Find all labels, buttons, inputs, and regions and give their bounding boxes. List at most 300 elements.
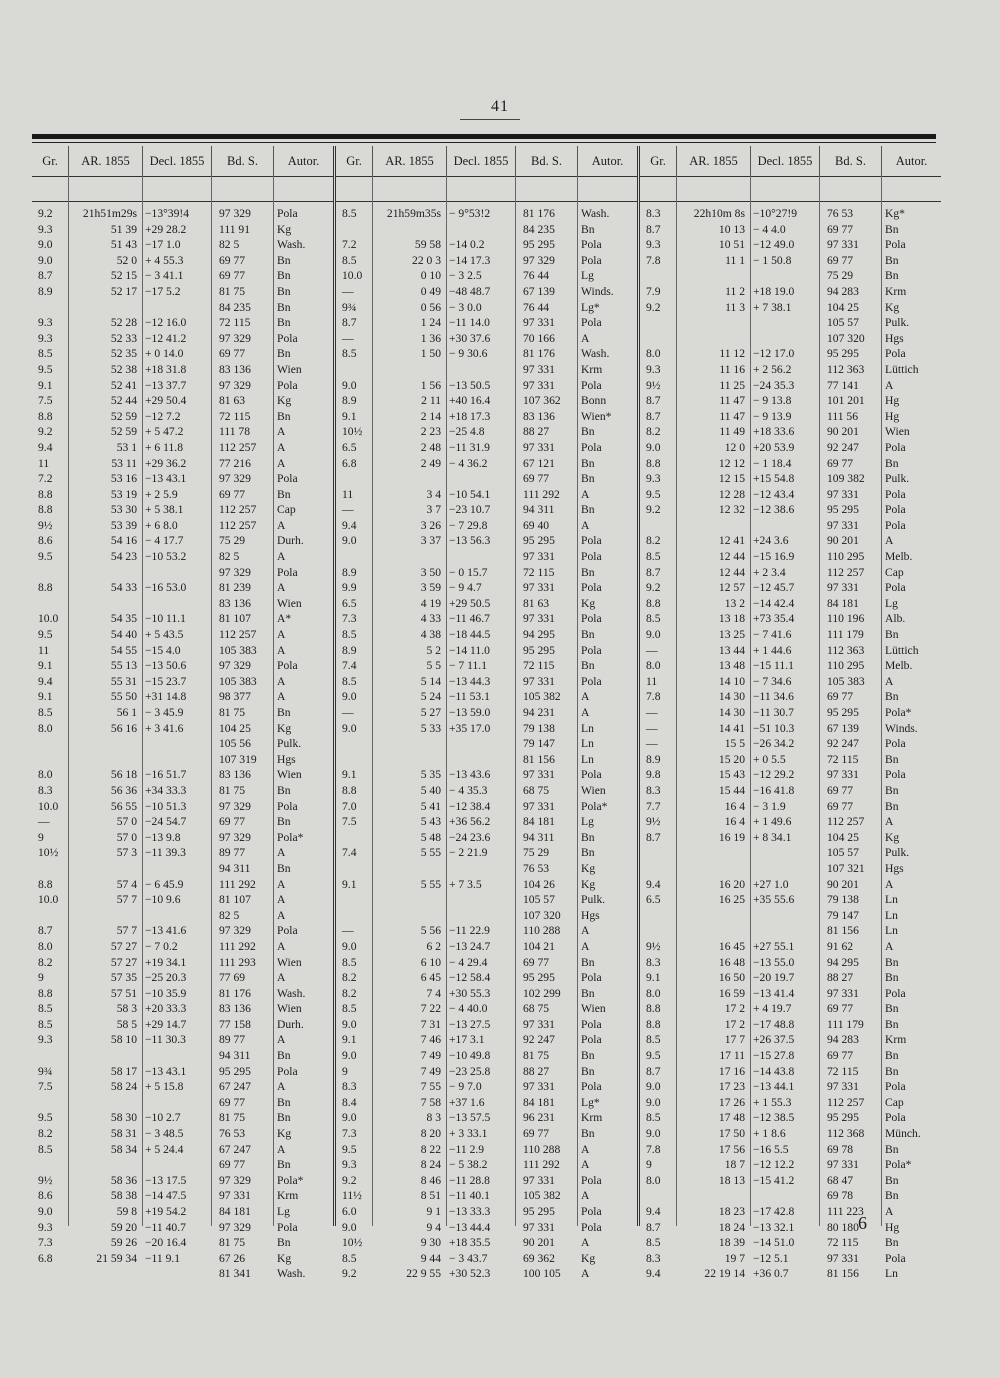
declination-cell: −15 23.7: [145, 674, 187, 688]
right-ascension-cell: 6 2: [426, 939, 441, 953]
declination-cell: [750, 845, 819, 861]
table-body: [336, 202, 637, 1282]
declination-cell: + 1 8.6: [753, 1127, 786, 1141]
magnitude-cell: 9.0: [38, 1205, 53, 1218]
author-cell: A: [885, 674, 894, 688]
author-cell: Wash.: [277, 238, 306, 252]
table-row: [640, 1142, 941, 1158]
author-cell: Bn: [885, 1189, 899, 1203]
magnitude-cell: 8.3: [646, 783, 661, 797]
magnitude-cell: 9.4: [38, 674, 53, 688]
declination-cell: + 5 24.4: [145, 1142, 184, 1156]
right-ascension-cell: [676, 845, 750, 861]
table-row: [32, 1157, 333, 1173]
magnitude-cell: 9.1: [38, 378, 53, 392]
declination-cell: −13 9.8: [145, 830, 181, 844]
magnitude-cell: 7.4: [342, 659, 357, 673]
author-cell: Pola: [581, 971, 602, 985]
table-row: [640, 814, 941, 830]
declination-cell: +30 37.6: [449, 331, 491, 345]
right-ascension-cell: 22 19 14: [704, 1267, 745, 1281]
zone-number-cell: 94 311: [219, 1049, 251, 1063]
magnitude-cell: 9.5: [38, 550, 53, 564]
zone-number-cell: 111 292: [523, 1158, 560, 1172]
table-row: [336, 580, 637, 596]
magnitude-cell: 10.0: [38, 893, 59, 907]
table-row: [640, 1188, 941, 1204]
zone-number-cell: 112 257: [219, 518, 257, 532]
magnitude-cell: 8.8: [342, 783, 357, 797]
zone-number-cell: 68 75: [523, 783, 550, 797]
zone-number-cell: 97 329: [219, 1220, 251, 1234]
author-cell: Hg: [885, 394, 900, 408]
right-ascension-cell: [68, 736, 142, 752]
magnitude-cell: 7.8: [646, 690, 661, 704]
right-ascension-cell: 11 25: [719, 378, 745, 392]
table-row: [336, 1157, 637, 1173]
zone-number-cell: 81 75: [219, 706, 246, 719]
author-cell: Pola: [581, 1220, 602, 1234]
table-row: [640, 908, 941, 924]
magnitude-cell: [32, 1157, 68, 1173]
table-row: [336, 456, 637, 472]
author-cell: Hgs: [885, 331, 904, 345]
declination-cell: +19 54.2: [145, 1205, 187, 1218]
table-row: [640, 549, 941, 565]
right-ascension-cell: 2 48: [420, 440, 441, 454]
zone-number-cell: 112 257: [219, 628, 257, 642]
zone-number-cell: 72 115: [219, 409, 251, 423]
table-row: [32, 502, 333, 518]
table-row: [336, 1017, 637, 1033]
right-ascension-cell: 57 3: [116, 846, 137, 860]
right-ascension-cell: [372, 861, 446, 877]
right-ascension-cell: 52 44: [110, 394, 137, 408]
right-ascension-cell: 7 31: [420, 1017, 441, 1031]
magnitude-cell: 9.3: [646, 238, 661, 252]
zone-number-cell: 102 299: [523, 986, 561, 1000]
table-row: [336, 1251, 637, 1267]
author-cell: Bn: [581, 846, 595, 860]
table-row: [336, 1095, 637, 1111]
declination-cell: − 7 34.6: [753, 674, 792, 688]
author-cell: Bn: [277, 269, 291, 283]
magnitude-cell: [336, 892, 372, 908]
author-cell: Pulk.: [885, 846, 910, 860]
zone-number-cell: 69 77: [219, 1095, 246, 1109]
table-row: [640, 518, 941, 534]
magnitude-cell: 9.3: [38, 1033, 53, 1047]
table-row: [32, 580, 333, 596]
author-cell: Bn: [277, 1111, 291, 1125]
zone-number-cell: 97 331: [827, 581, 859, 595]
magnitude-cell: 8.0: [38, 939, 53, 953]
table-row: [336, 814, 637, 830]
author-cell: Bn: [885, 222, 899, 236]
author-cell: Bn: [885, 456, 899, 470]
author-cell: Pola: [581, 238, 602, 252]
table-row: [32, 1235, 333, 1251]
author-cell: Ln: [581, 752, 594, 766]
magnitude-cell: 8.4: [342, 1095, 357, 1109]
zone-number-cell: 69 77: [827, 690, 854, 704]
magnitude-cell: 8.7: [646, 222, 661, 236]
author-cell: Lüttich: [885, 643, 919, 657]
right-ascension-cell: 7 49: [420, 1064, 441, 1078]
declination-cell: −10 35.9: [145, 986, 187, 1000]
zone-number-cell: 97 329: [523, 253, 555, 267]
right-ascension-cell: [372, 892, 446, 908]
zone-number-cell: 97 329: [219, 799, 251, 813]
right-ascension-cell: 18 13: [718, 1173, 745, 1187]
magnitude-cell: 8.7: [646, 565, 661, 579]
author-cell: A: [581, 690, 590, 704]
right-ascension-cell: 51 39: [110, 222, 137, 236]
zone-number-cell: 97 331: [523, 768, 555, 782]
zone-number-cell: 95 295: [827, 503, 859, 517]
magnitude-cell: 7.2: [38, 472, 53, 486]
zone-number-cell: 77 141: [827, 378, 859, 392]
table-row: [32, 284, 333, 300]
magnitude-cell: 8.8: [38, 877, 53, 891]
table-row: [640, 1095, 941, 1111]
author-cell: A: [277, 971, 286, 985]
column-group-1: [32, 146, 333, 1281]
zone-number-cell: 84 235: [219, 300, 251, 314]
zone-number-cell: 105 383: [219, 674, 257, 688]
magnitude-cell: 9.0: [342, 721, 357, 735]
right-ascension-cell: [68, 908, 142, 924]
table-row: [640, 752, 941, 768]
zone-number-cell: 97 331: [827, 1158, 859, 1172]
right-ascension-cell: 11 16: [719, 362, 745, 376]
author-cell: Wien: [277, 362, 302, 376]
author-cell: Cap: [885, 1095, 904, 1109]
declination-cell: +20 33.3: [145, 1002, 187, 1016]
right-ascension-cell: [676, 861, 750, 877]
table-row: [32, 1048, 333, 1064]
table-row: [336, 596, 637, 612]
declination-cell: +30 52.3: [449, 1267, 491, 1281]
magnitude-cell: [336, 830, 372, 846]
magnitude-cell: 10.0: [38, 799, 59, 813]
table-row: [640, 580, 941, 596]
author-cell: Kg: [581, 877, 596, 891]
table-row: [32, 362, 333, 378]
table-row: [336, 705, 637, 721]
zone-number-cell: 90 201: [827, 425, 859, 439]
table-row: [32, 393, 333, 409]
declination-cell: −13 55.0: [753, 955, 795, 969]
zone-number-cell: 69 77: [219, 347, 246, 361]
magnitude-cell: [640, 518, 676, 534]
right-ascension-cell: 11 3: [725, 300, 745, 314]
declination-cell: − 1 18.4: [753, 456, 792, 470]
magnitude-cell: [32, 736, 68, 752]
right-ascension-cell: 6 45: [420, 971, 441, 985]
table-row: [640, 627, 941, 643]
magnitude-cell: 8.8: [38, 503, 53, 517]
right-ascension-cell: 1 24: [420, 316, 441, 330]
right-ascension-cell: 52 0: [116, 253, 137, 267]
author-cell: A: [581, 518, 590, 532]
magnitude-cell: [32, 908, 68, 924]
table-row: [336, 565, 637, 581]
author-cell: Wash.: [581, 347, 610, 361]
table-row: [336, 549, 637, 565]
declination-cell: [142, 736, 211, 752]
header-declination: Decl. 1855: [446, 146, 515, 176]
right-ascension-cell: [676, 908, 750, 924]
magnitude-cell: 8.5: [646, 612, 661, 626]
table-row: [640, 845, 941, 861]
magnitude-cell: 8.5: [38, 1017, 53, 1031]
declination-cell: + 1 55.3: [753, 1095, 792, 1109]
zone-number-cell: 97 331: [523, 799, 555, 813]
magnitude-cell: [336, 752, 372, 768]
table-row: [336, 362, 637, 378]
right-ascension-cell: 14 30: [718, 690, 745, 704]
author-cell: Bn: [581, 222, 595, 236]
right-ascension-cell: 16 45: [718, 939, 745, 953]
table-row: [32, 674, 333, 690]
right-ascension-cell: 58 38: [110, 1189, 137, 1203]
table-row: [32, 1251, 333, 1267]
author-cell: A: [581, 487, 590, 501]
right-ascension-cell: 13 2: [724, 596, 745, 610]
right-ascension-cell: [372, 752, 446, 768]
zone-number-cell: 81 176: [523, 347, 555, 361]
right-ascension-cell: 12 0: [724, 440, 745, 454]
zone-number-cell: 69 77: [827, 799, 854, 813]
right-ascension-cell: 5 55: [420, 846, 441, 860]
magnitude-cell: 7.3: [342, 1127, 357, 1141]
table-row: [336, 222, 637, 238]
declination-cell: + 2 56.2: [753, 362, 792, 376]
magnitude-cell: [32, 596, 68, 612]
magnitude-cell: 6.5: [342, 596, 357, 610]
table-row: [32, 783, 333, 799]
declination-cell: +35 17.0: [449, 721, 491, 735]
table-row: [640, 1032, 941, 1048]
right-ascension-cell: 52 41: [110, 378, 137, 392]
table-row: [32, 549, 333, 565]
zone-number-cell: 97 331: [523, 362, 555, 376]
declination-cell: −12 38.5: [753, 1111, 795, 1125]
declination-cell: −24 54.7: [145, 815, 187, 829]
zone-number-cell: 69 77: [219, 815, 246, 829]
table-row: [336, 1173, 637, 1189]
zone-number-cell: 69 77: [827, 456, 854, 470]
zone-number-cell: 107 362: [523, 394, 561, 408]
zone-number-cell: 83 136: [219, 596, 251, 610]
table-row: [640, 268, 941, 284]
declination-cell: −10 49.8: [449, 1049, 491, 1063]
declination-cell: −13 24.7: [449, 939, 491, 953]
table-row: [336, 1079, 637, 1095]
table-row: [640, 1173, 941, 1189]
declination-cell: [142, 300, 211, 316]
table-row: [336, 1188, 637, 1204]
declination-cell: +35 55.6: [753, 893, 795, 907]
right-ascension-cell: 7 49: [420, 1049, 441, 1063]
zone-number-cell: 97 331: [523, 316, 555, 330]
page-number: 41: [491, 98, 509, 115]
zone-number-cell: 69 78: [827, 1189, 854, 1203]
magnitude-cell: 9.0: [342, 1220, 357, 1234]
table-row: [336, 799, 637, 815]
zone-number-cell: 92 247: [827, 737, 859, 751]
zone-number-cell: 111 223: [827, 1205, 864, 1218]
right-ascension-cell: 8 22: [420, 1142, 441, 1156]
magnitude-cell: 8.8: [38, 487, 53, 501]
table-row: [336, 1064, 637, 1080]
declination-cell: [750, 518, 819, 534]
author-cell: Bonn: [581, 394, 607, 408]
zone-number-cell: 112 363: [827, 362, 865, 376]
declination-cell: +36 56.2: [449, 815, 491, 829]
magnitude-cell: 10½: [342, 425, 363, 439]
declination-cell: − 3 43.7: [449, 1251, 488, 1265]
magnitude-cell: —: [342, 503, 354, 517]
right-ascension-cell: [68, 1266, 142, 1282]
declination-cell: −18 44.5: [449, 628, 491, 642]
declination-cell: +18 17.3: [449, 409, 491, 423]
author-cell: Ln: [581, 721, 594, 735]
table-row: [32, 923, 333, 939]
table-row: [32, 1204, 333, 1220]
right-ascension-cell: 17 2: [724, 1017, 745, 1031]
magnitude-cell: 9.5: [646, 1049, 661, 1063]
declination-cell: −10°27!9: [753, 207, 798, 220]
declination-cell: +31 14.8: [145, 690, 187, 704]
right-ascension-cell: 53 16: [110, 472, 137, 486]
author-cell: Bn: [277, 284, 291, 298]
declination-cell: −14 51.0: [753, 1236, 795, 1250]
table-row: [640, 284, 941, 300]
author-cell: Lüttich: [885, 362, 919, 376]
declination-cell: +27 1.0: [753, 877, 789, 891]
magnitude-cell: 9.3: [38, 316, 53, 330]
declination-cell: −11 40.1: [449, 1189, 490, 1203]
declination-cell: −11 39.3: [145, 846, 186, 860]
zone-number-cell: 77 69: [219, 971, 246, 985]
header-zone-number: Bd. S.: [515, 146, 577, 176]
author-cell: Ln: [885, 893, 898, 907]
author-cell: Wien: [277, 1002, 302, 1016]
zone-number-cell: 72 115: [523, 659, 555, 673]
author-cell: Pulk.: [885, 316, 910, 330]
zone-number-cell: 69 362: [523, 1251, 555, 1265]
author-cell: A: [277, 456, 286, 470]
zone-number-cell: 111 91: [219, 222, 251, 236]
table-row: [32, 268, 333, 284]
right-ascension-cell: [676, 1188, 750, 1204]
table-row: [336, 674, 637, 690]
magnitude-cell: 8.0: [646, 1173, 661, 1187]
magnitude-cell: 8.8: [646, 596, 661, 610]
zone-number-cell: 69 77: [827, 222, 854, 236]
author-cell: A: [581, 1267, 590, 1281]
table-row: [336, 284, 637, 300]
zone-number-cell: 79 138: [827, 893, 859, 907]
zone-number-cell: 83 136: [523, 409, 555, 423]
table-row: [32, 315, 333, 331]
author-cell: Lg*: [581, 300, 600, 314]
zone-number-cell: 111 56: [827, 409, 859, 423]
author-cell: Pola: [581, 534, 602, 548]
author-cell: Pola: [885, 986, 906, 1000]
table-row: [32, 1110, 333, 1126]
magnitude-cell: 8.8: [646, 1017, 661, 1031]
author-cell: A: [277, 518, 286, 532]
author-cell: A: [885, 1205, 894, 1218]
table-row: [32, 253, 333, 269]
table-row: [640, 939, 941, 955]
declination-cell: −12 43.4: [753, 487, 795, 501]
author-cell: Pola: [581, 253, 602, 267]
right-ascension-cell: [372, 471, 446, 487]
declination-cell: −13 43.1: [145, 1064, 187, 1078]
declination-cell: − 3 2.5: [449, 269, 482, 283]
magnitude-cell: 7.9: [646, 284, 661, 298]
zone-number-cell: 75 29: [523, 846, 550, 860]
magnitude-cell: [640, 861, 676, 877]
magnitude-cell: [32, 861, 68, 877]
right-ascension-cell: 52 17: [110, 284, 137, 298]
declination-cell: +17 3.1: [449, 1033, 485, 1047]
zone-number-cell: 97 329: [219, 331, 251, 345]
right-ascension-cell: 17 56: [718, 1142, 745, 1156]
table-row: [640, 424, 941, 440]
zone-number-cell: 105 382: [523, 690, 561, 704]
author-cell: Ln: [885, 908, 898, 922]
table-row: [32, 1188, 333, 1204]
table-row: [32, 1064, 333, 1080]
table-row: [640, 861, 941, 877]
right-ascension-cell: 8 51: [420, 1189, 441, 1203]
table-row: [336, 861, 637, 877]
right-ascension-cell: 54 16: [110, 534, 137, 548]
author-cell: Wash.: [277, 1267, 306, 1281]
author-cell: Pola: [885, 440, 906, 454]
magnitude-cell: 7.5: [38, 394, 53, 408]
zone-number-cell: 81 75: [219, 1236, 246, 1250]
zone-number-cell: 83 136: [219, 768, 251, 782]
author-cell: Bn: [581, 830, 595, 844]
right-ascension-cell: 5 5: [426, 659, 441, 673]
table-row: [32, 565, 333, 581]
declination-cell: −26 34.2: [753, 737, 795, 751]
table-row: [640, 393, 941, 409]
table-row: [32, 518, 333, 534]
zone-number-cell: 67 139: [523, 284, 555, 298]
zone-number-cell: 98 377: [219, 690, 251, 704]
author-cell: Pola: [277, 207, 298, 220]
column-group-3: [637, 146, 941, 1281]
right-ascension-cell: 14 10: [718, 674, 745, 688]
author-cell: Bn: [581, 1127, 595, 1141]
magnitude-cell: 9.0: [646, 1127, 661, 1141]
right-ascension-cell: 17 23: [718, 1080, 745, 1094]
magnitude-cell: —: [646, 737, 658, 751]
declination-cell: [446, 752, 515, 768]
magnitude-cell: 8.5: [646, 1033, 661, 1047]
magnitude-cell: 6.8: [342, 456, 357, 470]
author-cell: Kg: [277, 1127, 292, 1141]
author-cell: Winds.: [581, 284, 614, 298]
declination-cell: +18 33.6: [753, 425, 795, 439]
